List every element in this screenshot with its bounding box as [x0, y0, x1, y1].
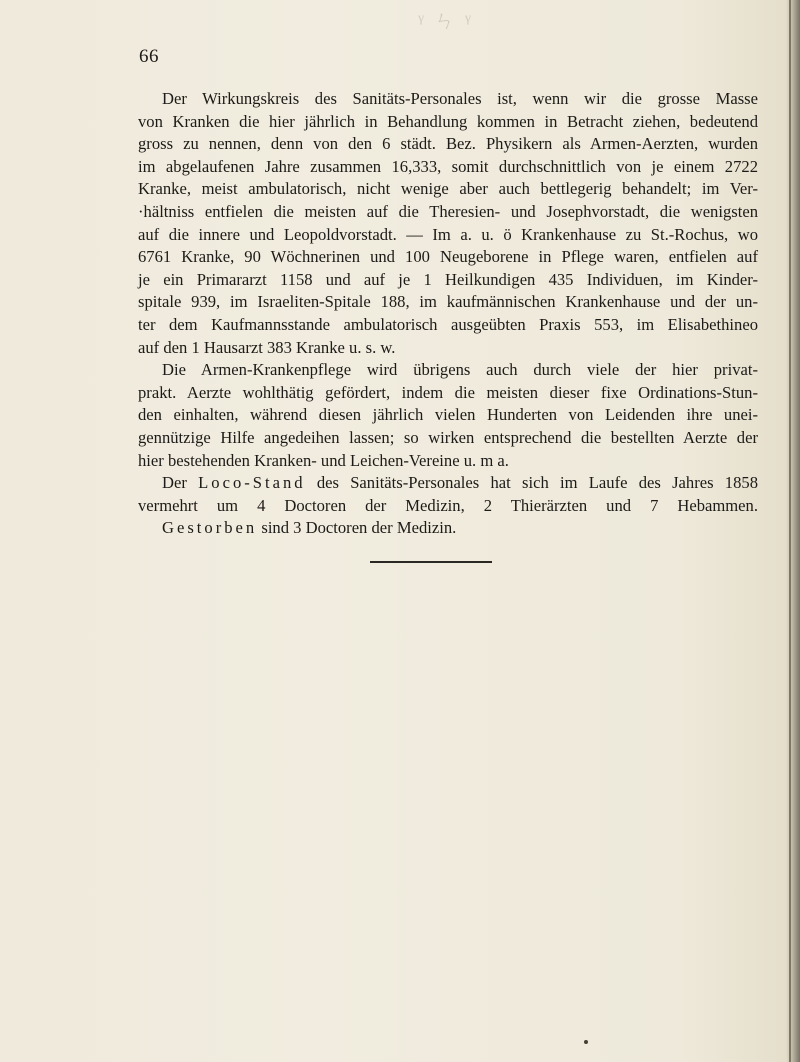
text-line: auf die innere und Leopoldvorstadt. — Im a. u. ö Krankenhause zu St.-Rochus, wo [138, 224, 758, 244]
page-edge-line [789, 0, 791, 1062]
text-run: sind 3 Doctoren der Medizin. [261, 518, 457, 538]
text-line: von Kranken die hier jährlich in Behandlung kommen in Betracht ziehen, bedeutend [138, 111, 758, 131]
text-line [138, 472, 758, 495]
text-line: gennützige Hilfe angedeihen lassen; so wirken entsprechend die bestellten Aerzte der [138, 427, 758, 447]
body-text [138, 88, 758, 540]
text-line: vermehrt um 4 Doctoren der Medizin, 2 Thierärzten und 7 Hebammen. [138, 495, 758, 515]
text-run: des Sanitäts-Personales hat sich im Laufe des Jahres 1858 [316, 473, 758, 493]
separator-rule [370, 561, 492, 563]
text-line: ·hältniss entfielen die meisten auf die Theresien- und Josephvorstadt, die wenigsten [138, 201, 758, 221]
text-line: ter dem Kaufmannsstande ambulatorisch ausgeübten Praxis 553, im Elisabethineo [138, 314, 758, 334]
ink-speck [584, 1040, 588, 1044]
text-line: 6761 Kranke, 90 Wöchnerinen und 100 Neugeborene in Pflege waren, entfielen auf [138, 247, 758, 267]
text-line: Kranke, meist ambulatorisch, nicht wenige aber auch bettlegerig behandelt; im Ver- [138, 179, 758, 199]
word: Der [162, 473, 187, 493]
page-number: 66 [139, 46, 159, 67]
spaced-term: Loco-Stand [198, 473, 306, 493]
text-line: je ein Primararzt 1158 und auf je 1 Heilkundigen 435 Individuen, im Kinder- [138, 269, 758, 289]
header-smudge: ᵞ ㄣ ᵞ [418, 8, 473, 33]
text-line: spitale 939, im Israeliten-Spitale 188, im kaufmännischen Krankenhause und der un- [138, 292, 758, 312]
spaced-term: Gestorben [162, 518, 258, 538]
text-line [138, 517, 758, 540]
text-line: gross zu nennen, denn von den 6 städt. Bez. Physikern als Armen-Aerzten, wurden [138, 134, 758, 154]
text-line: prakt. Aerzte wohlthätig gefördert, indem die meisten dieser fixe Ordinations-Stun- [138, 382, 758, 402]
text-line: den einhalten, während diesen jährlich vielen Hunderten von Leidenden ihre unei- [138, 405, 758, 425]
text-line: Die Armen-Krankenpflege wird übrigens auch durch viele der hier privat- [162, 360, 758, 380]
text-line: im abgelaufenen Jahre zusammen 16,333, somit durchschnittlich von je einem 2722 [138, 156, 758, 176]
text-line: auf den 1 Hausarzt 383 Kranke u. s. w. [138, 337, 396, 357]
text-line: hier bestehenden Kranken- und Leichen-Vereine u. m a. [138, 450, 509, 470]
text-line: Der Wirkungskreis des Sanitäts-Personales ist, wenn wir die grosse Masse [162, 89, 758, 108]
